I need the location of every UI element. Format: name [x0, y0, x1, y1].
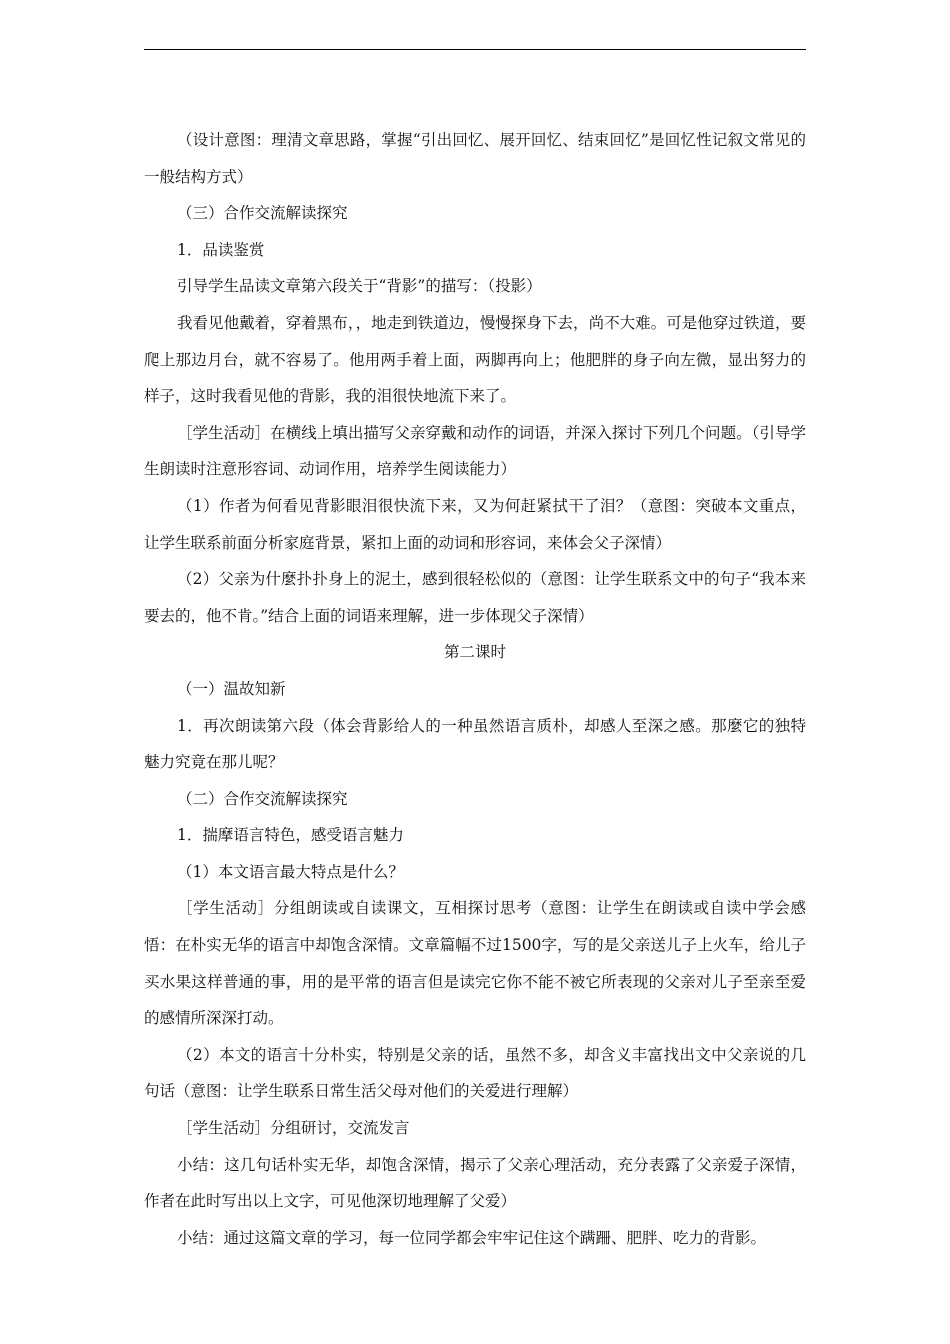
document-body [144, 122, 806, 1256]
subsection-heading: 1．揣摩语言特色，感受语言魅力 [177, 826, 404, 845]
body-paragraph: 1．再次朗读第六段（体会背影给人的一种虽然语言质朴，却感人至深之感。那麼它的独特魅力究竟在那儿呢？ [144, 716, 806, 772]
student-activity-paragraph: ［学生活动］分组朗读或自读课文，互相探讨思考（意图：让学生在朗读或自读中学会感悟：在朴实无华的语言中却饱含深情。文章篇幅不过1500字，写的是父亲送儿子上火车，给儿子买水果这样普通的事，用的是平常的语言但是读完它你不能不被它所表现的父亲对儿子至亲至爱的感情所深深打动。 [144, 899, 806, 1028]
subsection-heading: 1．品读鉴赏 [177, 240, 265, 259]
summary-paragraph: 小结：这几句话朴实无华，却饱含深情，揭示了父亲心理活动，充分表露了父亲爱子深情，作者在此时写出以上文字，可见他深切地理解了父爱） [144, 1155, 806, 1211]
question-paragraph: （1）作者为何看见背影眼泪很快流下来，又为何赶紧拭干了泪？（意图：突破本文重点，让学生联系前面分析家庭背景，紧扣上面的动词和形容词，来体会父子深情） [144, 496, 806, 552]
header-rule [144, 49, 806, 50]
quoted-passage: 我看见他戴着，穿着黑布，，地走到铁道边，慢慢探身下去，尚不大难。可是他穿过铁道，要爬上那边月台，就不容易了。他用两手着上面，两脚再向上；他肥胖的身子向左微，显出努力的样子，这时我看见他的背影，我的泪很快地流下来了。 [144, 313, 806, 406]
section-heading: （一）温故知新 [177, 679, 286, 698]
section-heading: （三）合作交流解读探究 [177, 204, 348, 223]
question-paragraph: （2）本文的语言十分朴实，特别是父亲的话，虽然不多，却含义丰富找出文中父亲说的几句话（意图：让学生联系日常生活父母对他们的关爱进行理解） [144, 1045, 806, 1101]
student-activity-paragraph: ［学生活动］分组研讨，交流发言 [177, 1119, 410, 1138]
summary-paragraph: 小结：通过这篇文章的学习，每一位同学都会牢牢记住这个蹒跚、肥胖、吃力的背影。 [177, 1228, 767, 1247]
design-intent-paragraph: （设计意图：理清文章思路，掌握“引出回忆、展开回忆、结束回忆”是回忆性记叙文常见的一般结构方式） [144, 131, 806, 186]
student-activity-paragraph: ［学生活动］在横线上填出描写父亲穿戴和动作的词语，并深入探讨下列几个问题。（引导学生朗读时注意形容词、动词作用，培养学生阅读能力） [144, 423, 806, 479]
question-paragraph: （1）本文语言最大特点是什么？ [177, 862, 404, 881]
lesson-title: 第二课时 [443, 643, 506, 662]
question-paragraph: （2）父亲为什麼扑扑身上的泥土，感到很轻松似的（意图：让学生联系文中的句子“我本来要去的，他不肯。”结合上面的词语来理解，进一步体现父子深情） [144, 570, 806, 625]
instruction-paragraph: 引导学生品读文章第六段关于“背影”的描写：（投影） [177, 277, 542, 296]
section-heading: （二）合作交流解读探究 [177, 789, 348, 808]
